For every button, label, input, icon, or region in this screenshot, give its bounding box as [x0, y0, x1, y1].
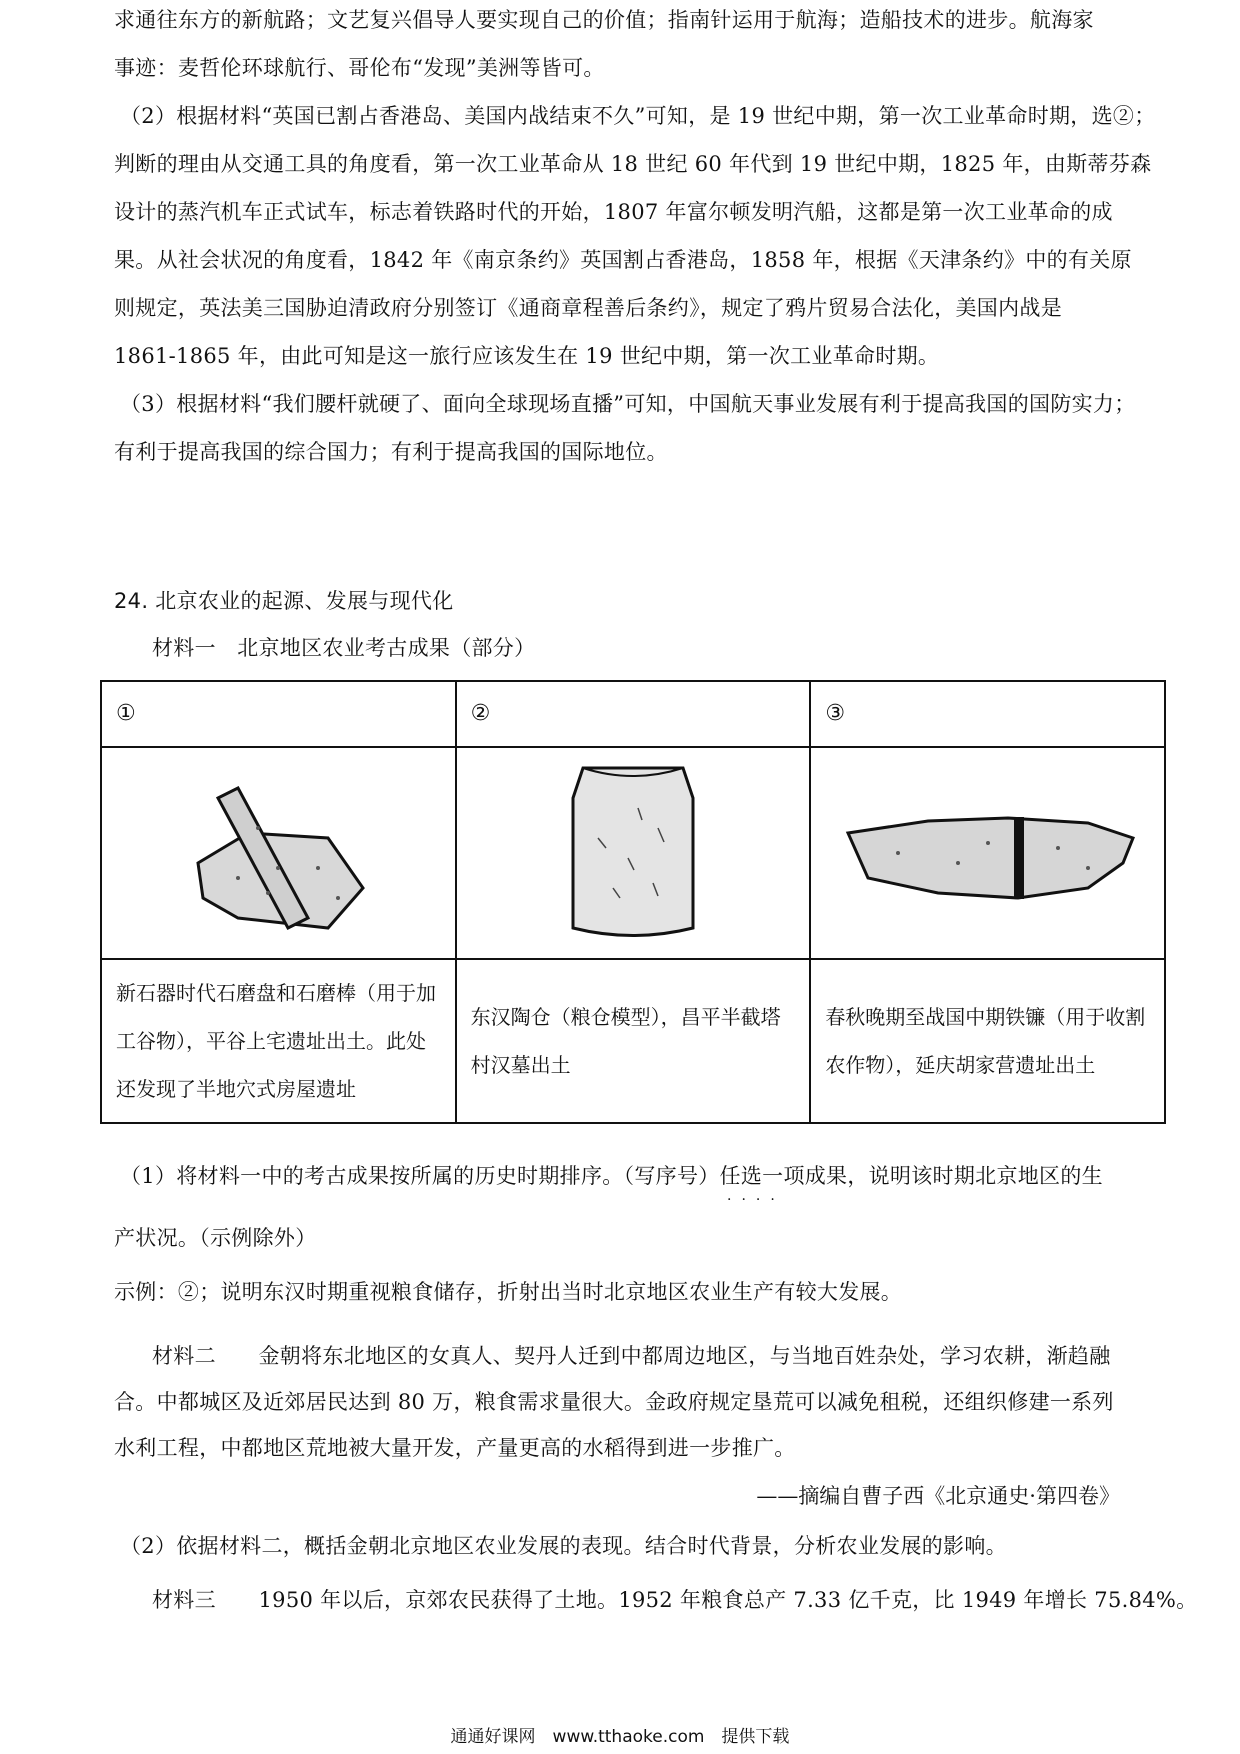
table-header-1: ① [101, 681, 456, 747]
table-image-cell [101, 747, 456, 959]
text-line: （2）根据材料“英国已割占香港岛、美国内战结束不久”可知，是 19 世纪中期，第一次工业革命时期，选②； [120, 104, 1156, 128]
table-caption: 新石器时代石磨盘和石磨棒（用于加工谷物），平谷上宅遗址出土。此处还发现了半地穴式房屋遗址 [101, 959, 456, 1123]
text-line: （3）根据材料“我们腰杆就硬了、面向全球现场直播”可知，中国航天事业发展有利于提高我国的国防实力； [120, 392, 1136, 416]
question-1-cont: 产状况。（示例除外） [114, 1226, 317, 1250]
table-caption: 东汉陶仓（粮仓模型），昌平半截塔村汉墓出土 [456, 959, 811, 1123]
text-line: 果。从社会状况的角度看，1842 年《南京条约》英国割占香港岛，1858 年，根据《天津条约》中的有关原 [114, 248, 1132, 272]
table-image-cell [810, 747, 1165, 959]
question-2: （2）依据材料二，概括金朝北京地区农业发展的表现。结合时代背景，分析农业发展的影响。 [120, 1534, 1007, 1558]
pottery-granary-icon [558, 758, 708, 948]
table-header-2: ② [456, 681, 811, 747]
example-text: 示例：②；说明东汉时期重视粮食储存，折射出当时北京地区农业生产有较大发展。 [114, 1280, 903, 1304]
material-3: 材料三 1950 年以后，京郊农民获得了土地。1952 年粮食总产 7.33 亿千克，比 1949 年增长 75.84%。 [152, 1588, 1198, 1612]
table-header-3: ③ [810, 681, 1165, 747]
text-line: 设计的蒸汽机车正式试车，标志着铁路时代的开始，1807 年富尔顿发明汽船，这都是第一次工业革命的成 [114, 200, 1113, 224]
material-2: 合。中都城区及近郊居民达到 80 万，粮食需求量很大。金政府规定垦荒可以减免租税，还组织修建一系列 [114, 1390, 1114, 1414]
table-caption: 春秋晚期至战国中期铁镰（用于收割农作物），延庆胡家营遗址出土 [810, 959, 1165, 1123]
emphasis-dots: ···· [727, 1192, 785, 1208]
text-line: 1861-1865 年，由此可知是这一旅行应该发生在 19 世纪中期，第一次工业革命时期。 [114, 344, 940, 368]
iron-sickle-icon [838, 793, 1138, 913]
question-1: （1）将材料一中的考古成果按所属的历史时期排序。（写序号）任选一项成果，说明该时期北京地区的生 [120, 1164, 1103, 1188]
material-title: 材料一 北京地区农业考古成果（部分） [152, 636, 536, 660]
text-line: 则规定，英法美三国胁迫清政府分别签订《通商章程善后条约》，规定了鸦片贸易合法化，美国内战是 [114, 296, 1062, 320]
text-line: 有利于提高我国的综合国力；有利于提高我国的国际地位。 [114, 440, 668, 464]
grinding-stone-icon [178, 768, 378, 938]
material-2: 水利工程，中都地区荒地被大量开发，产量更高的水稻得到进一步推广。 [114, 1436, 796, 1460]
text-line: 求通往东方的新航路；文艺复兴倡导人要实现自己的价值；指南针运用于航海；造船技术的进步。航海家 [114, 8, 1094, 32]
archaeology-table [100, 680, 1166, 1124]
table-image-cell [456, 747, 811, 959]
text-line: 事迹：麦哲伦环球航行、哥伦布“发现”美洲等皆可。 [114, 56, 605, 80]
footer-credit: 通通好课网 www.tthaoke.com 提供下载 [450, 1727, 790, 1747]
material-2: 材料二 金朝将东北地区的女真人、契丹人迁到中都周边地区，与当地百姓杂处，学习农耕，渐趋融 [152, 1344, 1111, 1368]
material-2-source: ——摘编自曹子西《北京通史·第四卷》 [756, 1484, 1120, 1508]
question-title: 24. 北京农业的起源、发展与现代化 [114, 589, 454, 613]
text-line: 判断的理由从交通工具的角度看，第一次工业革命从 18 世纪 60 年代到 19 世纪中期，1825 年，由斯蒂芬森 [114, 152, 1152, 176]
